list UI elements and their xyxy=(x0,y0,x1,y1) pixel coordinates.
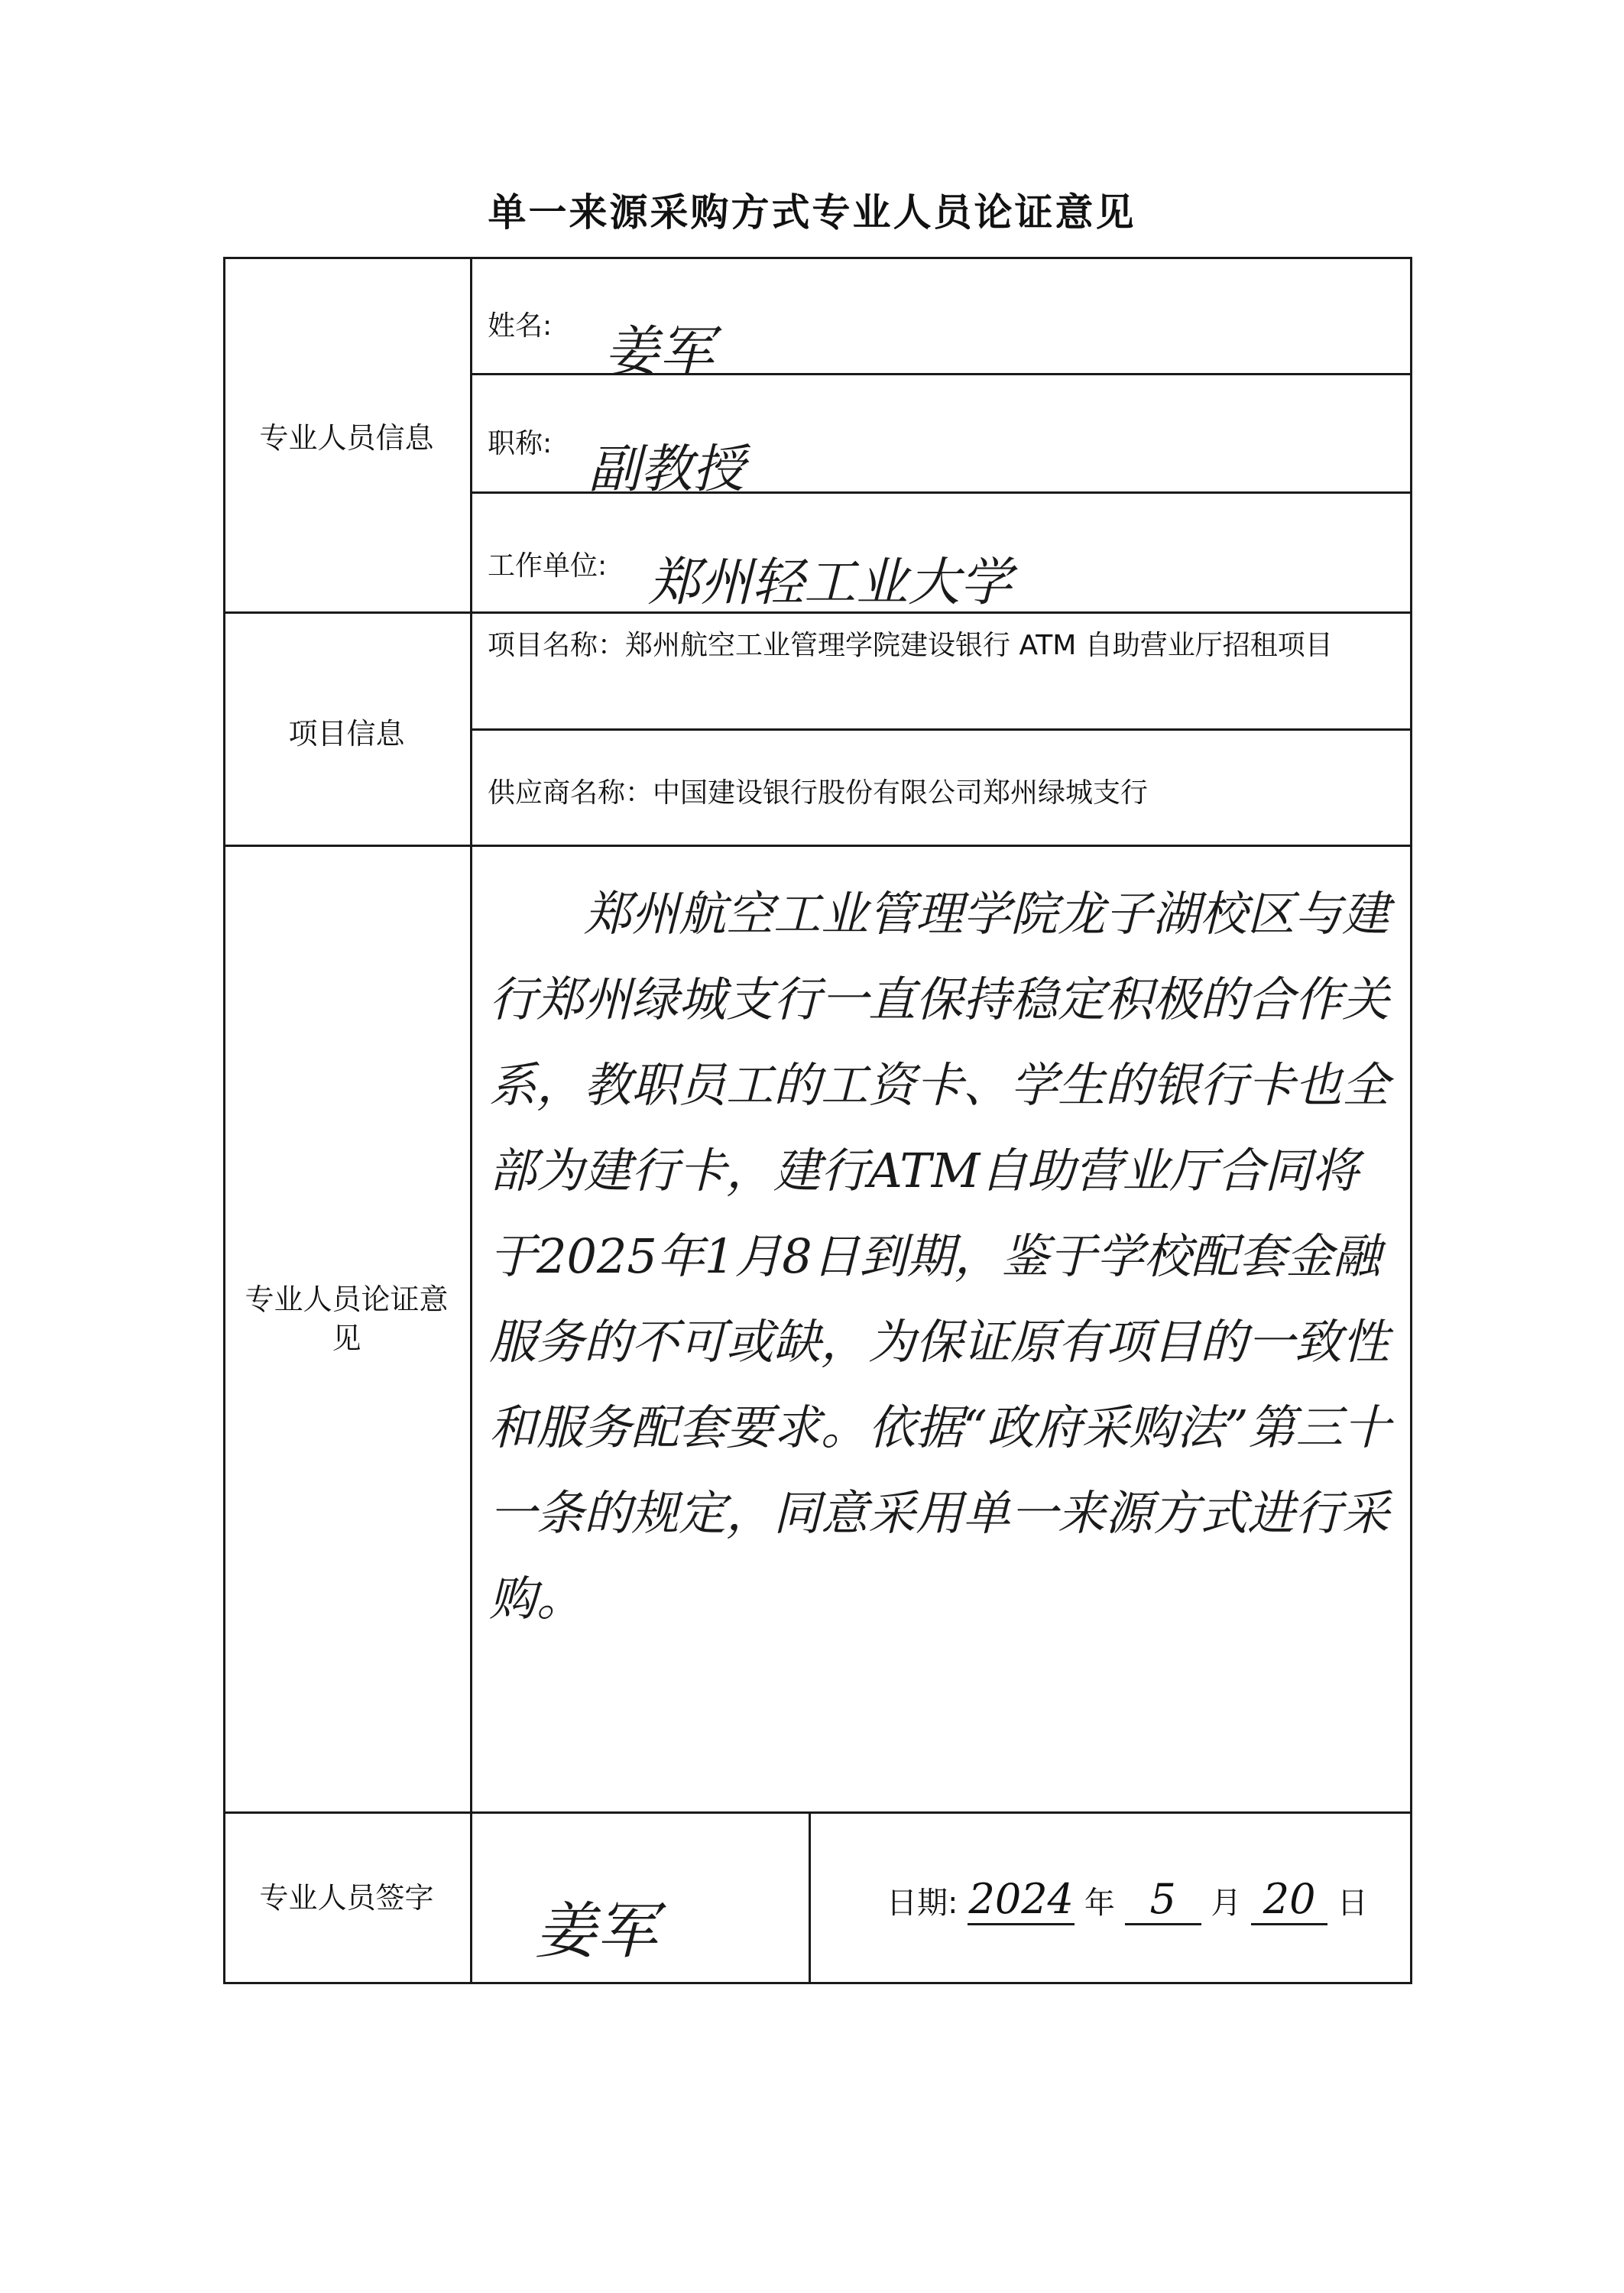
signature-value: 姜军 xyxy=(535,1896,657,1967)
row-divider xyxy=(223,845,1412,847)
title-label: 职称: xyxy=(488,428,553,459)
row-divider xyxy=(223,1811,1412,1814)
unit-label: 工作单位: xyxy=(488,550,608,582)
project-info-label: 项目信息 xyxy=(288,717,405,751)
signature-divider xyxy=(809,1811,811,1984)
project-name: 项目名称：郑州航空工业管理学院建设银行 ATM 自助营业厅招租项目 xyxy=(488,630,1333,661)
date-year: 2024 xyxy=(968,1875,1075,1925)
page-title: 单一来源采购方式专业人员论证意见 xyxy=(488,190,1136,235)
name-value: 姜军 xyxy=(604,319,715,384)
date-label: 日期: xyxy=(887,1886,958,1921)
title-value: 副教授 xyxy=(588,439,745,500)
opinion-text: 郑州航空工业管理学院龙子湖校区与建行郑州绿城支行一直保持稳定积极的合作关系，教职员工的工资卡、学生的银行卡也全部为建行卡，建行ATM自助营业厅合同将于2025年1月8日到期，鉴于学校配套金融服务的不可或缺，为保证原有项目的一致性和服务配套要求。依据“政府采购法”第三十一条的规定，同意采用单一来源方式进行采购。 xyxy=(489,886,1391,1627)
column-divider xyxy=(470,257,472,1984)
opinion-label: 专业人员论证意见 xyxy=(245,1283,449,1356)
expert-info-label: 专业人员信息 xyxy=(259,421,434,455)
name-label: 姓名: xyxy=(488,310,553,342)
date-month: 5 xyxy=(1125,1875,1201,1925)
date-day: 20 xyxy=(1251,1875,1327,1925)
date-month-unit: 月 xyxy=(1211,1886,1242,1921)
unit-value: 郑州轻工业大学 xyxy=(648,553,1013,613)
date-day-unit: 日 xyxy=(1337,1886,1368,1921)
date-field xyxy=(887,1875,1368,1925)
signature-label: 专业人员签字 xyxy=(259,1881,434,1915)
sub-row-divider xyxy=(470,728,1412,731)
supplier-name: 供应商名称：中国建设银行股份有限公司郑州绿城支行 xyxy=(488,777,1149,809)
date-year-unit: 年 xyxy=(1084,1886,1115,1921)
